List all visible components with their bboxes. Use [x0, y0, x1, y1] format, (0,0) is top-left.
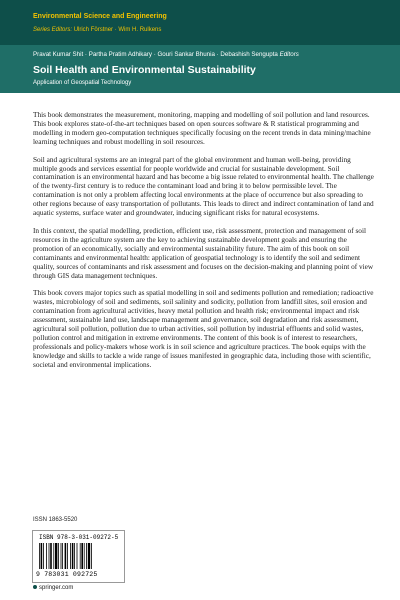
blurb-paragraph-3: In this context, the spatial modelling, prediction, efficient use, risk assessment, protection and management of soil resources in the agriculture system are the key to achieving sustainable development goals and ensuring the promotion of an economically, socially and environmental sustainability future. The aim of this book on soil contaminants and environmental health: application of geospatial technology is to identify the soil and sediment quality, sources of contaminants and risk assessment and focuses on the decision-making and planning point of view through GIS data management techniques. — [33, 225, 374, 280]
blurb-paragraph-4: This book covers major topics such as spatial modelling in soil and sediments pollution and remediation; radioactive wastes, microbiology of soil and sediments, soil salinity and sodicity, pollution from landfill sites, soil erosion and contamination from agricultural activities, heavy metal pollution and health risk; environmental impact and risk assessment, sustainable land use, landscape management and governance, soil degradation and risk assessment, agricultural soil pollution, pollution due to urban activities, soil pollution by industrial effluents and solid wastes, pollution control and mitigation in extreme environments. The content of this book is of interest to researchers, professionals and policy-makers whose work is in soil science and agriculture practices. The book equips with the knowledge and skills to tackle a wide range of issues manifested in geographic data, including those with scientific, societal and environmental implications. — [33, 288, 374, 369]
blurb-paragraph-2: Soil and agricultural systems are an integral part of the global environment and human well-being, providing multiple goods and services essential for people worldwide and crucial for sustainable development. Soil contamination is an environmental hazard and has become a big issue related to environmental health. The challenge of the twenty-first century is to reduce the contaminant load and bring it to below permissible level. The contamination is not only a problem affecting local environments at the place of occurrence but also spreading to other regions because of easy transportation of pollutants. This leads to direct and indirect contamination of land and aquatic systems, surface water and groundwater, inducing significant risks for natural ecosystems. — [33, 154, 374, 218]
authors-names: Pravat Kumar Shit · Partha Pratim Adhikary · Gouri Sankar Bhunia · Debashish Sengupta — [33, 51, 278, 58]
publisher-url — [33, 585, 73, 591]
series-editors-label: Series Editors: — [33, 27, 73, 33]
series-header — [0, 0, 400, 45]
publisher-url-text: springer.com — [39, 585, 74, 591]
series-editors-names: Ulrich Förstner · Wim H. Rulkens — [73, 27, 162, 33]
book-title: Soil Health and Environmental Sustainability — [33, 64, 256, 76]
springer-horse-icon — [33, 585, 37, 589]
barcode-bars — [39, 543, 119, 569]
series-editors — [33, 27, 161, 33]
book-authors — [33, 51, 299, 58]
issn-number: ISSN 1863-5520 — [33, 517, 78, 523]
blurb-paragraph-1: This book demonstrates the measurement, monitoring, mapping and modelling of soil pollution and land resources. This book explores state-of-the-art techniques based on open sources software & R statistical programming and modelling in modern geo-computation techniques specifically focusing on the recent trends in data mining/machine learning techniques and robust modelling in soil resources. — [33, 110, 371, 146]
isbn-label: ISBN 978-3-031-09272-5 — [39, 534, 119, 541]
blurb-text — [33, 111, 374, 379]
book-subtitle: Application of Geospatial Technology — [33, 80, 132, 86]
series-title: Environmental Science and Engineering — [33, 13, 167, 20]
isbn-barcode — [32, 530, 125, 583]
barcode-digits: 9 783031 092725 — [36, 571, 98, 578]
authors-role: Editors — [279, 51, 299, 58]
